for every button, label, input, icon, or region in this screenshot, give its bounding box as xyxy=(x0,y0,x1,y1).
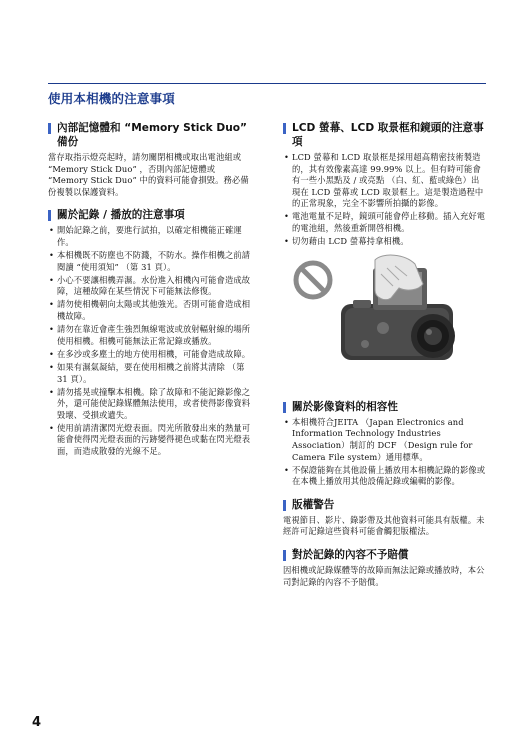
list-item: • 本相機既不防塵也不防濺，不防水。操作相機之前請閱讀 “使用須知” （第 31 頁）。 xyxy=(49,250,251,272)
heading-bar xyxy=(283,123,286,134)
section-heading-record-playback xyxy=(48,208,252,222)
list-item: • 切勿藉由 LCD 螢幕持拿相機。 xyxy=(284,236,409,247)
list-item: • LCD 螢幕和 LCD 取景框是採用超高精密技術製造的，其有效像素高達 99.99% 以上。但有時可能會有一些小黑點及 / 或亮點 （白、紅、藍或綠色）出現在 LCD 螢幕或 LCD 取景框上。這是製造過程中的正常現象，完全不影響所拍攝的影像。 xyxy=(284,152,484,209)
list-item: • 如果有濕氣凝結，要在使用相機之前將其清除 （第 31 頁）。 xyxy=(49,361,245,384)
list-item: • 電池電量不足時，鏡頭可能會停止移動。插入充好電的電池組，然後重新開啓相機。 xyxy=(284,211,486,234)
heading-line: 備份 xyxy=(57,136,79,148)
heading-line: 項 xyxy=(292,136,303,148)
heading-line: LCD 螢幕、LCD 取景框和鏡頭的注意事 xyxy=(292,122,484,134)
section-body: 因相機或記錄媒體等的故障而無法記錄或播放時，本公司對記錄的內容不予賠償。 xyxy=(283,565,485,587)
camera-lcd-illustration xyxy=(283,254,487,366)
section-body: 電視節目、影片、錄影帶及其他資料可能具有版權。未經許可記錄這些資料可能會觸犯版權法。 xyxy=(283,514,485,537)
prohibited-sign-icon xyxy=(296,263,330,297)
list-item: • 不保證能夠在其他設備上播放用本相機記錄的影像或在本機上播放用其他設備記錄或編輯的影像。 xyxy=(284,464,486,487)
heading-line: 關於記錄 / 播放的注意事項 xyxy=(57,209,185,222)
list-item: • 開始記錄之前，要進行試拍，以確定相機能正確運作。 xyxy=(49,225,242,247)
heading-bar xyxy=(283,550,286,561)
heading-bar xyxy=(283,402,286,413)
bullet-list xyxy=(283,417,487,488)
list-item: • 請勿使相機朝向太陽或其他強光。否則可能會造成相機故障。 xyxy=(49,299,251,322)
section-heading-compatibility xyxy=(283,400,487,414)
section-heading-memory-backup xyxy=(48,121,252,149)
section-heading-copyright xyxy=(283,498,487,512)
list-item: • 在多沙或多塵土的地方使用相機，可能會造成故障。 xyxy=(49,348,251,359)
list-item: • 小心不要讓相機弄濕。水份進入相機內可能會造成故障，這種故障在某些情況下可能無法修復。 xyxy=(49,274,251,297)
heading-line: 內部記憶體和 “Memory Stick Duo” xyxy=(57,122,247,134)
left-column xyxy=(48,121,252,464)
page-number: 4 xyxy=(32,715,42,730)
list-item: • 請勿在靠近會產生強烈無線電波或放射輻射線的場所使用相機。相機可能無法正常記錄或播放。 xyxy=(49,324,251,346)
heading-line: 對於記錄的內容不予賠償 xyxy=(292,549,409,561)
bullet-list xyxy=(283,152,487,248)
list-item: • 本相機符合JEITA （Japan Electronics and Information Technology Industries Association）制訂的 DCF （Design rule for Camera File system）通用標準。 xyxy=(284,416,473,462)
section-heading-no-compensation xyxy=(283,548,487,562)
heading-line: 關於影像資料的相容性 xyxy=(292,400,398,413)
section-body: 當存取指示燈亮起時，請勿關閉相機或取出電池組或 “Memory Stick Duo” ，否則內部記憶體或 “Memory Stick Duo” 中的資料可能會損毀。務必備份複製以保護資料。 xyxy=(48,152,249,197)
bullet-list xyxy=(48,225,252,457)
heading-bar xyxy=(283,500,286,511)
right-column xyxy=(283,121,487,594)
title-rule xyxy=(48,83,486,84)
list-item: • 請勿搖晃或撞擊本相機。除了故障和不能記錄影像之外，還可能使記錄媒體無法使用，或者使得影像資料毀壞、受損或遺失。 xyxy=(49,386,251,420)
heading-bar xyxy=(48,123,51,134)
section-heading-lcd-lens xyxy=(283,121,487,149)
page-title: 使用本相機的注意事項 xyxy=(48,91,176,106)
list-item: • 使用前請清潔閃光燈表面。閃光所散發出來的熱量可能會使得閃光燈表面的污跡變得褪色或黏在閃光燈表面，而造成散發的光線不足。 xyxy=(49,422,251,457)
heading-bar xyxy=(48,210,51,221)
heading-line: 版權警告 xyxy=(292,498,335,511)
